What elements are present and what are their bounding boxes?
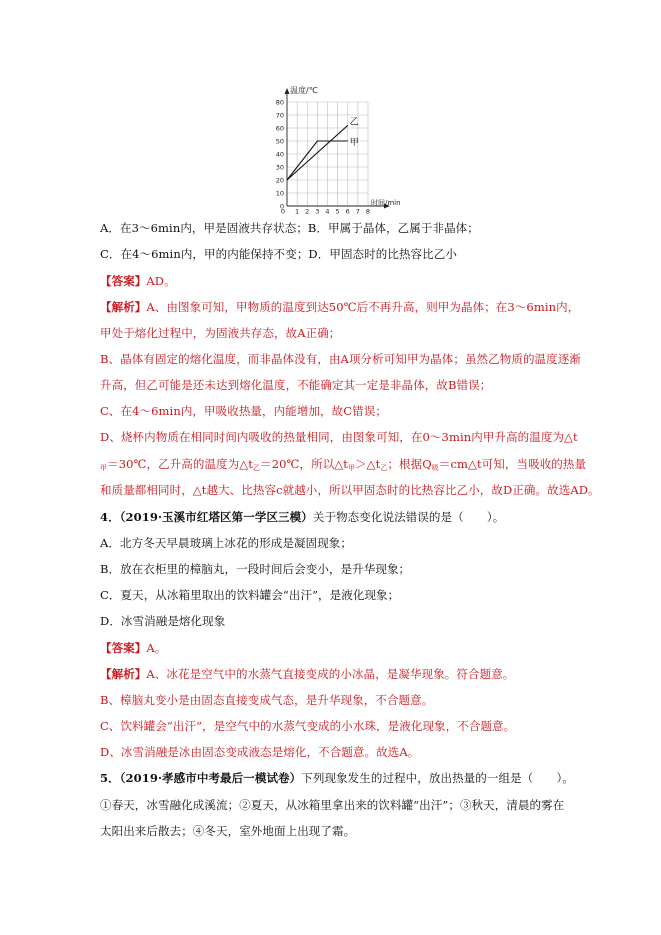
y-tick-label: 70 <box>275 111 284 120</box>
x-tick-label: 6 <box>345 207 350 216</box>
subscript: 甲 <box>100 464 108 472</box>
option-d: D．冰雪消融是熔化现象 <box>100 614 226 628</box>
series-label-jia: 甲 <box>349 138 359 148</box>
x-tick-label: 8 <box>365 207 371 216</box>
chart-tick-labels <box>276 98 370 215</box>
y-tick-label: 60 <box>275 124 284 133</box>
x-tick-label: 5 <box>335 207 340 216</box>
x-tick-label: 4 <box>325 207 330 216</box>
analysis-line-3: B、晶体有固定的熔化温度，而非晶体没有，由A项分析可知甲为晶体；虽然乙物质的温度逐渐 <box>100 352 581 366</box>
analysis-line-2: 甲处于熔化过程中，为固液共存态，故A正确； <box>100 326 341 340</box>
question-stem: 下列现象发生的过程中，放出热量的一组是（ ）。 <box>301 771 574 785</box>
text-segment: ＝30℃，乙升高的温度为△t <box>107 457 253 471</box>
y-tick-label: 80 <box>275 98 284 107</box>
x-tick-label: 7 <box>355 207 360 216</box>
analysis-line-7 <box>100 456 586 476</box>
analysis-4-line-2: B、樟脑丸变小是由固态直接变成气态，是升华现象，不合题意。 <box>100 693 434 707</box>
analysis-tag: 【解析】 <box>100 667 147 681</box>
y-tick-label: 20 <box>275 176 284 185</box>
analysis-line-6: D、烧杯内物质在相同时间内吸收的热量相同，由图象可知，在0～3min内甲升高的温度为△t <box>100 430 578 444</box>
y-axis-arrow <box>285 88 290 94</box>
subscript: 乙 <box>252 464 261 472</box>
question-stem: 关于物态变化说法错误的是（ ）。 <box>312 510 505 524</box>
question-5-heading <box>100 770 574 786</box>
analysis-line-4: 升高，但乙可能是还未达到熔化温度，不能确定其一定是非晶体，故B错误； <box>100 378 492 392</box>
analysis-4-line-3: C、饮料罐会“出汗”，是空气中的水蒸气变成的小水珠，是液化现象，不合题意。 <box>100 719 516 733</box>
y-tick-label: 30 <box>275 163 284 172</box>
y-tick-label: 0 <box>279 202 284 211</box>
question-5-line-2: 太阳出来后散去；④冬天，室外地面上出现了霜。 <box>100 824 356 838</box>
analysis-4-line-4: D、冰雪消融是冰由固态变成液态是熔化，不合题意。故选A。 <box>100 745 420 759</box>
text-segment: ＝cm△t可知，当吸收的热量 <box>438 457 587 471</box>
analysis-4-line-1 <box>100 666 514 682</box>
x-tick-label: 2 <box>305 207 310 216</box>
option-line-ab: A．在3～6min内，甲是固液共存状态；B．甲属于晶体，乙属于非晶体； <box>100 221 479 235</box>
analysis-text: A、冰花是空气中的水蒸气直接变成的小冰晶，是凝华现象。符合题意。 <box>146 667 515 681</box>
text-segment: ＞△t <box>355 457 381 471</box>
x-tick-label: 0 <box>280 207 286 216</box>
answer-line-3 <box>100 273 176 289</box>
analysis-line-8: 和质量都相同时，△t越大、比热容c就越小，所以甲固态时的比热容比乙小，故D正确。故选AD。 <box>100 483 600 497</box>
x-tick-label: 3 <box>315 207 320 216</box>
y-tick-label: 10 <box>275 189 284 198</box>
subscript: 甲 <box>347 464 356 472</box>
y-tick-label: 50 <box>275 137 284 146</box>
option-b: B．放在衣柜里的樟脑丸，一段时间后会变小，是升华现象； <box>100 562 411 576</box>
answer-tag: 【答案】 <box>100 274 147 288</box>
text-segment: ；根据Q <box>387 457 432 471</box>
y-tick-label: 40 <box>275 150 284 159</box>
x-axis-label: 时间/min <box>371 199 401 207</box>
question-4-heading <box>100 509 504 525</box>
answer-text: AD。 <box>146 274 176 288</box>
answer-text: A。 <box>146 641 167 655</box>
subscript: 吸 <box>431 464 439 472</box>
x-tick-label: 1 <box>295 207 300 216</box>
option-line-cd: C．在4～6min内，甲的内能保持不变；D．甲固态时的比热容比乙小 <box>100 247 457 261</box>
text-segment: ＝20℃，所以△t <box>260 457 348 471</box>
analysis-line-1 <box>100 299 579 315</box>
answer-tag: 【答案】 <box>100 641 147 655</box>
answer-line-4 <box>100 640 166 656</box>
option-a: A．北方冬天早晨玻璃上冰花的形成是凝固现象； <box>100 536 353 550</box>
question-source: 4．（2019·玉溪市红塔区第一学区三模） <box>100 510 313 524</box>
chart-axes <box>285 88 391 209</box>
option-c: C．夏天，从冰箱里取出的饮料罐会“出汗”，是液化现象； <box>100 588 400 602</box>
question-5-line-1: ①春天，冰雪融化成溪流；②夏天，从冰箱里拿出来的饮料罐“出汗”；③秋天，清晨的雾在 <box>100 798 565 812</box>
temperature-time-chart <box>262 82 401 216</box>
analysis-tag: 【解析】 <box>100 300 147 314</box>
series-label-yi: 乙 <box>349 117 359 128</box>
y-axis-label: 温度/℃ <box>290 86 318 95</box>
analysis-text: A、由图象可知，甲物质的温度到达50℃后不再升高，则甲为晶体；在3～6min内， <box>146 300 580 314</box>
question-source: 5．（2019·孝感市中考最后一模试卷） <box>100 771 302 785</box>
analysis-line-5: C、在4～6min内，甲吸收热量，内能增加，故C错误； <box>100 404 387 418</box>
subscript: 乙 <box>380 464 388 472</box>
